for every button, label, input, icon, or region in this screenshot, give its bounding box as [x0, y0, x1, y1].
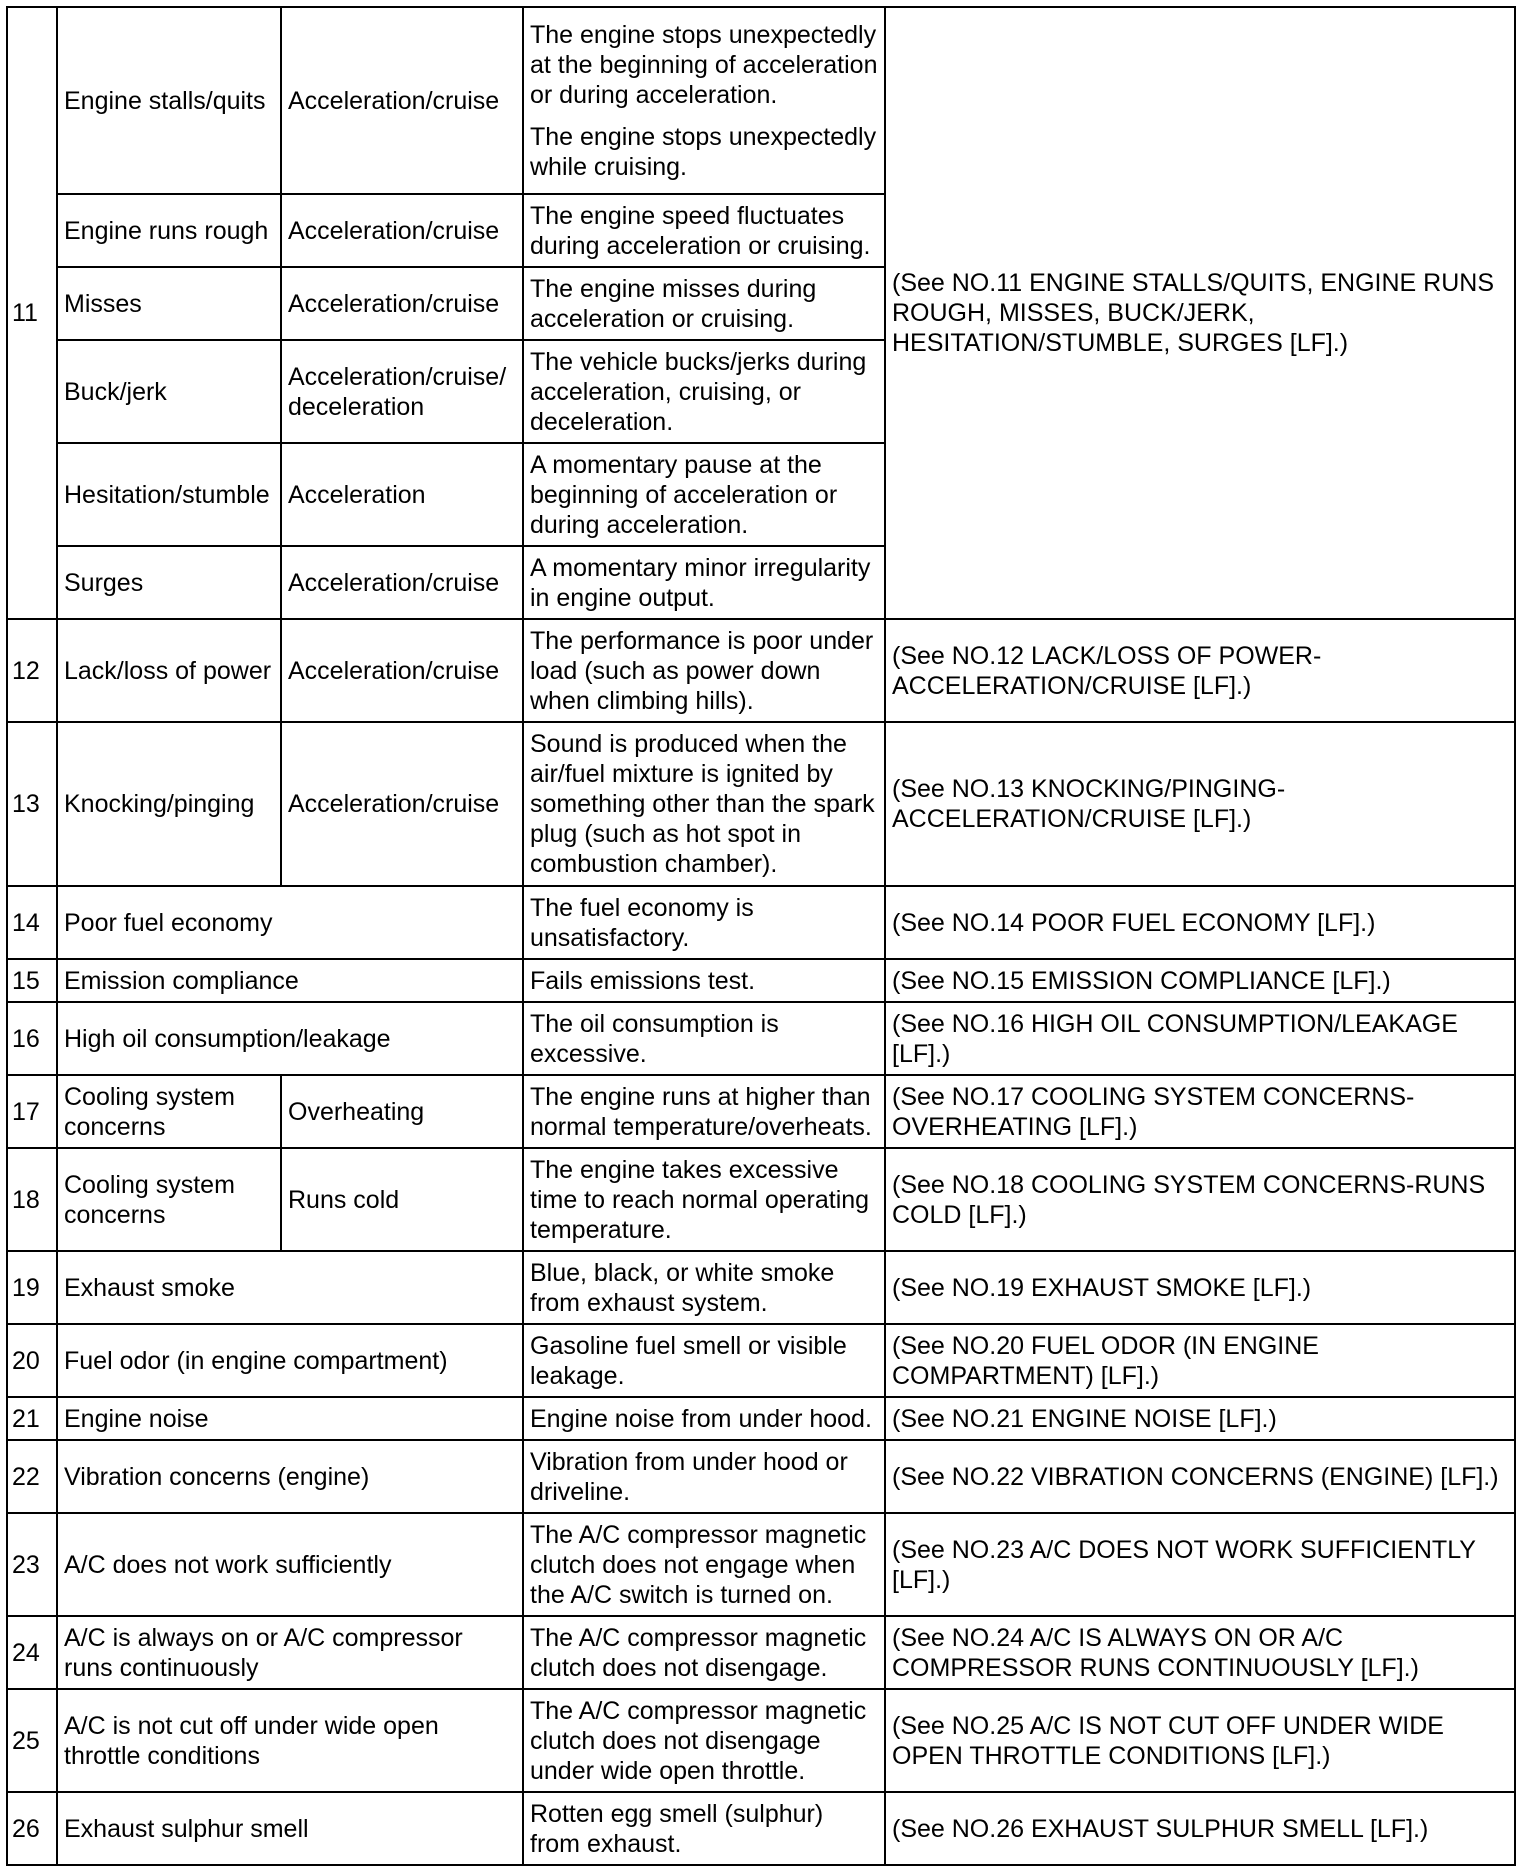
reference-cell: (See NO.19 EXHAUST SMOKE [LF].) [885, 1251, 1515, 1324]
description-text: The engine stops unexpectedly at the beginning of acceleration or during acceleration. [530, 20, 878, 109]
condition-cell: Acceleration [281, 443, 523, 546]
reference-cell: (See NO.17 COOLING SYSTEM CONCERNS-OVERHEATING [LF].) [885, 1075, 1515, 1148]
table-row [7, 1689, 1515, 1792]
condition-cell: Overheating [281, 1075, 523, 1148]
description-cell: The fuel economy is unsatisfactory. [523, 886, 885, 959]
description-cell: The engine speed fluctuates during acceleration or cruising. [523, 194, 885, 267]
table-row [7, 1513, 1515, 1616]
table-row [7, 1397, 1515, 1440]
symptom-cell: Engine runs rough [57, 194, 281, 267]
symptom-cell: A/C is always on or A/C compressor runs continuously [57, 1616, 523, 1689]
reference-cell: (See NO.23 A/C DOES NOT WORK SUFFICIENTLY [LF].) [885, 1513, 1515, 1616]
row-number: 15 [7, 959, 57, 1002]
row-number: 25 [7, 1689, 57, 1792]
row-number: 19 [7, 1251, 57, 1324]
description-cell: Engine noise from under hood. [523, 1397, 885, 1440]
description-cell: The A/C compressor magnetic clutch does not disengage under wide open throttle. [523, 1689, 885, 1792]
symptom-cell: Misses [57, 267, 281, 340]
row-number: 26 [7, 1792, 57, 1865]
description-cell: The A/C compressor magnetic clutch does not engage when the A/C switch is turned on. [523, 1513, 885, 1616]
table-row [7, 886, 1515, 959]
table-row [7, 1148, 1515, 1251]
row-number: 12 [7, 619, 57, 722]
description-cell: Fails emissions test. [523, 959, 885, 1002]
reference-cell: (See NO.22 VIBRATION CONCERNS (ENGINE) [LF].) [885, 1440, 1515, 1513]
condition-cell: Acceleration/cruise [281, 7, 523, 194]
symptom-cell: Vibration concerns (engine) [57, 1440, 523, 1513]
symptom-cell: Cooling system concerns [57, 1075, 281, 1148]
table-row [7, 1440, 1515, 1513]
symptom-cell: Buck/jerk [57, 340, 281, 443]
row-number: 14 [7, 886, 57, 959]
symptom-cell: Hesitation/stumble [57, 443, 281, 546]
symptom-cell: Emission compliance [57, 959, 523, 1002]
row-number: 17 [7, 1075, 57, 1148]
reference-cell: (See NO.16 HIGH OIL CONSUMPTION/LEAKAGE [LF].) [885, 1002, 1515, 1075]
description-cell: Vibration from under hood or driveline. [523, 1440, 885, 1513]
description-cell: The performance is poor under load (such as power down when climbing hills). [523, 619, 885, 722]
symptom-cell: Engine noise [57, 1397, 523, 1440]
table-row [7, 7, 1515, 194]
description-cell: The engine misses during acceleration or cruising. [523, 267, 885, 340]
symptom-troubleshooting-table [6, 6, 1516, 1866]
reference-cell: (See NO.18 COOLING SYSTEM CONCERNS-RUNS COLD [LF].) [885, 1148, 1515, 1251]
condition-cell: Acceleration/cruise [281, 267, 523, 340]
reference-cell: (See NO.24 A/C IS ALWAYS ON OR A/C COMPRESSOR RUNS CONTINUOUSLY [LF].) [885, 1616, 1515, 1689]
symptom-cell: Lack/loss of power [57, 619, 281, 722]
condition-cell: Acceleration/cruise [281, 619, 523, 722]
condition-cell: Acceleration/cruise [281, 546, 523, 619]
row-number: 16 [7, 1002, 57, 1075]
symptom-cell: Knocking/pinging [57, 722, 281, 886]
reference-cell: (See NO.25 A/C IS NOT CUT OFF UNDER WIDE OPEN THROTTLE CONDITIONS [LF].) [885, 1689, 1515, 1792]
table-row [7, 1324, 1515, 1397]
condition-cell: Acceleration/cruise/ deceleration [281, 340, 523, 443]
table-row [7, 1075, 1515, 1148]
reference-cell: (See NO.12 LACK/LOSS OF POWER-ACCELERATION/CRUISE [LF].) [885, 619, 1515, 722]
row-number: 22 [7, 1440, 57, 1513]
description-cell: The oil consumption is excessive. [523, 1002, 885, 1075]
condition-cell: Acceleration/cruise [281, 722, 523, 886]
description-cell: The vehicle bucks/jerks during acceleration, cruising, or deceleration. [523, 340, 885, 443]
row-number: 20 [7, 1324, 57, 1397]
row-number: 21 [7, 1397, 57, 1440]
description-cell: A momentary minor irregularity in engine output. [523, 546, 885, 619]
symptom-cell: Fuel odor (in engine compartment) [57, 1324, 523, 1397]
symptom-cell: A/C is not cut off under wide open throttle conditions [57, 1689, 523, 1792]
row-number: 23 [7, 1513, 57, 1616]
table-row [7, 619, 1515, 722]
description-cell: The engine runs at higher than normal temperature/overheats. [523, 1075, 885, 1148]
table-row [7, 1002, 1515, 1075]
symptom-cell: Cooling system concerns [57, 1148, 281, 1251]
condition-cell: Runs cold [281, 1148, 523, 1251]
row-number: 13 [7, 722, 57, 886]
description-cell: The A/C compressor magnetic clutch does not disengage. [523, 1616, 885, 1689]
description-cell: Blue, black, or white smoke from exhaust system. [523, 1251, 885, 1324]
table-row [7, 1251, 1515, 1324]
symptom-cell: Exhaust smoke [57, 1251, 523, 1324]
table-row [7, 1792, 1515, 1865]
description-cell [523, 7, 885, 194]
reference-cell: (See NO.21 ENGINE NOISE [LF].) [885, 1397, 1515, 1440]
table-row [7, 1616, 1515, 1689]
symptom-cell: High oil consumption/leakage [57, 1002, 523, 1075]
description-cell: A momentary pause at the beginning of acceleration or during acceleration. [523, 443, 885, 546]
condition-cell: Acceleration/cruise [281, 194, 523, 267]
row-number: 24 [7, 1616, 57, 1689]
table-row [7, 959, 1515, 1002]
reference-cell: (See NO.14 POOR FUEL ECONOMY [LF].) [885, 886, 1515, 959]
description-cell: Rotten egg smell (sulphur) from exhaust. [523, 1792, 885, 1865]
description-cell: Gasoline fuel smell or visible leakage. [523, 1324, 885, 1397]
row-number: 11 [7, 7, 57, 619]
symptom-cell: Surges [57, 546, 281, 619]
reference-cell: (See NO.13 KNOCKING/PINGING-ACCELERATION/CRUISE [LF].) [885, 722, 1515, 886]
symptom-cell: A/C does not work sufficiently [57, 1513, 523, 1616]
reference-cell: (See NO.20 FUEL ODOR (IN ENGINE COMPARTMENT) [LF].) [885, 1324, 1515, 1397]
table-row [7, 722, 1515, 886]
symptom-cell: Poor fuel economy [57, 886, 523, 959]
symptom-cell: Engine stalls/quits [57, 7, 281, 194]
description-cell: Sound is produced when the air/fuel mixture is ignited by something other than the spark plug (such as hot spot in combustion chamber). [523, 722, 885, 886]
row-number: 18 [7, 1148, 57, 1251]
reference-cell: (See NO.26 EXHAUST SULPHUR SMELL [LF].) [885, 1792, 1515, 1865]
reference-cell: (See NO.11 ENGINE STALLS/QUITS, ENGINE RUNS ROUGH, MISSES, BUCK/JERK, HESITATION/STUMBLE, SURGES [LF].) [885, 7, 1515, 619]
symptom-cell: Exhaust sulphur smell [57, 1792, 523, 1865]
description-text: The engine stops unexpectedly while cruising. [530, 122, 877, 181]
reference-cell: (See NO.15 EMISSION COMPLIANCE [LF].) [885, 959, 1515, 1002]
description-cell: The engine takes excessive time to reach normal operating temperature. [523, 1148, 885, 1251]
